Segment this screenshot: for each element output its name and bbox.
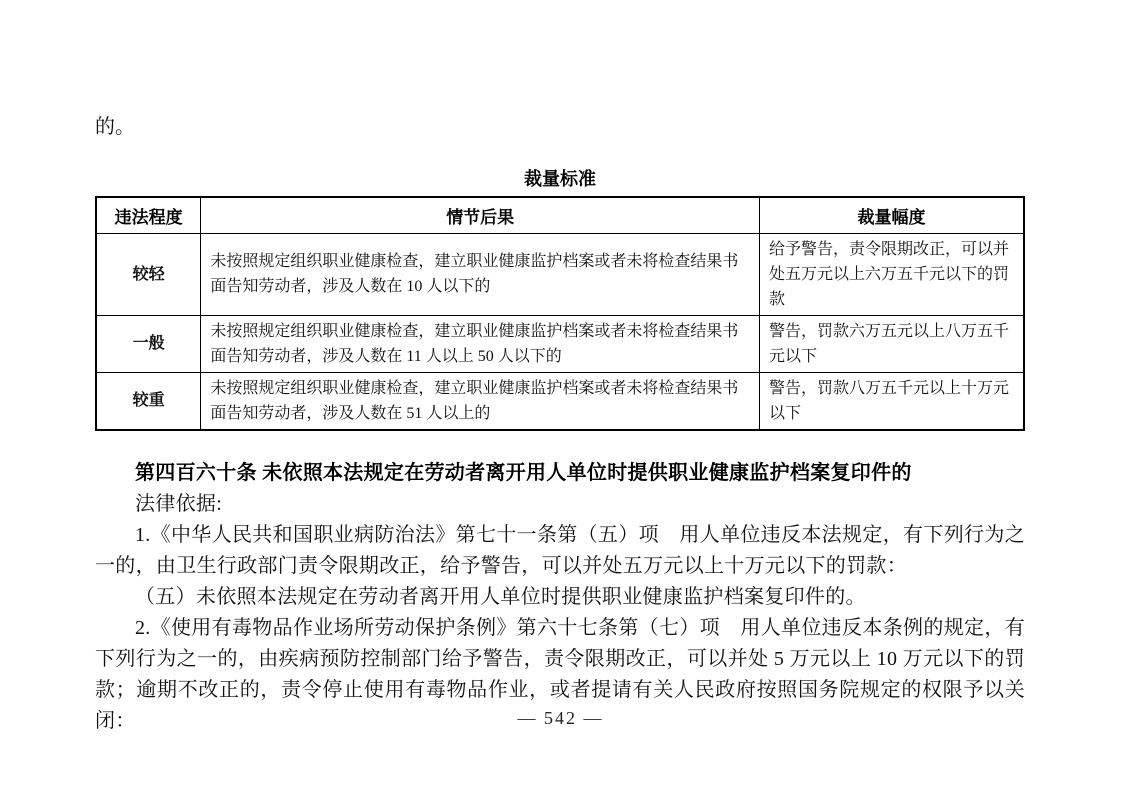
legal-paragraph: 1.《中华人民共和国职业病防治法》第七十一条第（五）项 用人单位违反本法规定，有下列行为之一的，由卫生行政部门责令限期改正，给予警告，可以并处五万元以上十万元以下的罚款： <box>95 523 1025 577</box>
cell-range: 给予警告，责令限期改正，可以并处五万元以上六万五千元以下的罚款 <box>760 233 1024 315</box>
cell-range: 警告，罚款六万五元以上八万五千元以下 <box>760 315 1024 372</box>
legal-paragraph: 2.《使用有毒物品作业场所劳动保护条例》第六十七条第（七）项 用人单位违反本条例的规定，有下列行为之一的，由疾病预防控制部门给予警告，责令限期改正，可以并处 5 万元以上 10 万元以下的罚款；逾期不改正的，责令停止使用有毒物品作业，或者提请有关人民政府按照国务院规定的权限予以关闭： <box>95 616 1025 732</box>
legal-basis-label: 法律依据: <box>135 492 223 515</box>
table-row <box>96 233 1024 315</box>
page-number: — 542 — <box>517 708 604 728</box>
cell-degree: 较重 <box>96 372 201 430</box>
table-title: 裁量标准 <box>524 169 596 189</box>
cell-circumstance: 未按照规定组织职业健康检查，建立职业健康监护档案或者未将检查结果书面告知劳动者，涉及人数在 51 人以上的 <box>201 372 760 430</box>
leading-continuation-text: 的。 <box>95 116 135 138</box>
article-heading: 第四百六十条 未依照本法规定在劳动者离开用人单位时提供职业健康监护档案复印件的 <box>135 461 912 484</box>
table-row <box>96 372 1024 430</box>
header-violation-degree: 违法程度 <box>96 197 201 233</box>
cell-range: 警告，罚款八万五千元以上十万元以下 <box>760 372 1024 430</box>
header-discretion-range: 裁量幅度 <box>760 197 1024 233</box>
cell-circumstance: 未按照规定组织职业健康检查，建立职业健康监护档案或者未将检查结果书面告知劳动者，涉及人数在 11 人以上 50 人以下的 <box>201 315 760 372</box>
cell-degree: 一般 <box>96 315 201 372</box>
article-section <box>95 458 1025 737</box>
legal-paragraph: （五）未依照本法规定在劳动者离开用人单位时提供职业健康监护档案复印件的。 <box>135 585 866 608</box>
cell-degree: 较轻 <box>96 233 201 315</box>
table-row <box>96 315 1024 372</box>
cell-circumstance: 未按照规定组织职业健康检查，建立职业健康监护档案或者未将检查结果书面告知劳动者，涉及人数在 10 人以下的 <box>201 233 760 315</box>
table-header-row <box>96 197 1024 233</box>
header-circumstance: 情节后果 <box>201 197 760 233</box>
discretion-standards-table <box>95 196 1025 431</box>
